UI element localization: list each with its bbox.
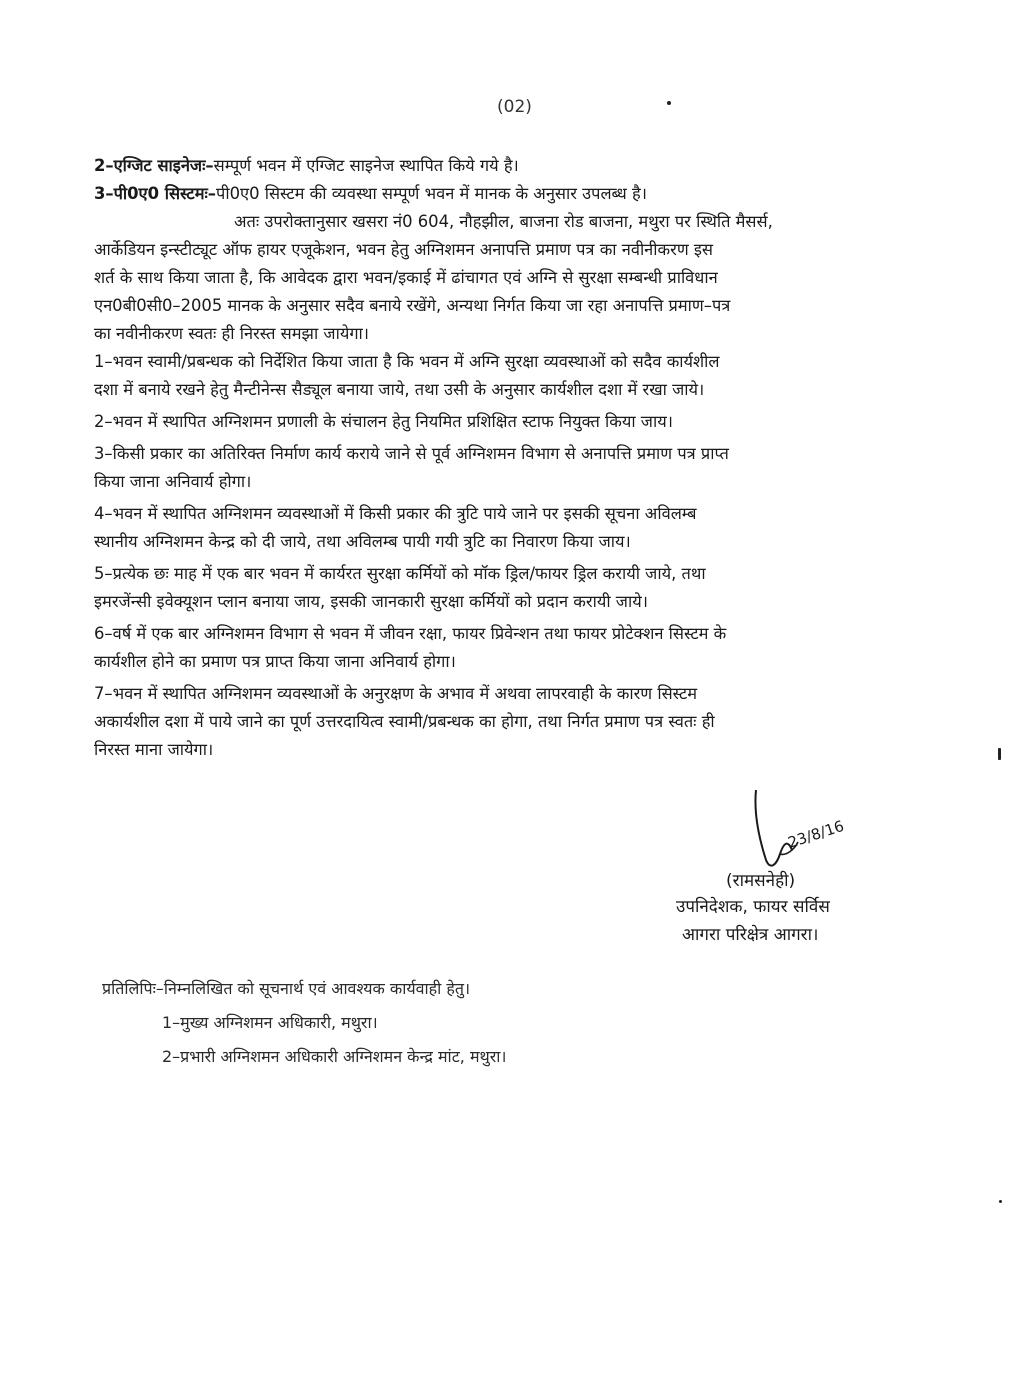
condition-line: 3–किसी प्रकार का अतिरिक्त निर्माण कार्य कराये जाने से पूर्व अग्निशमन विभाग से अनापत्ति प्रमाण पत्र प्राप्त [94, 444, 729, 463]
condition-6 [94, 620, 942, 676]
copy-recipient: 2–प्रभारी अग्निशमन अधिकारी अग्निशमन केन्द्र मांट, मथुरा। [162, 1047, 507, 1066]
paragraph-line: अतः उपरोक्तानुसार खसरा नं0 604, नौहझील, बाजना रोड बाजना, मथुरा पर स्थिति मैसर्स, [234, 212, 773, 231]
copy-recipient: 1–मुख्य अग्निशमन अधिकारी, मथुरा। [162, 1013, 378, 1032]
pa-system-text: पी0ए0 सिस्टम की व्यवस्था सम्पूर्ण भवन में मानक के अनुसार उपलब्ध है। [216, 184, 647, 203]
paragraph-line: का नवीनीकरण स्वतः ही निरस्त समझा जायेगा। [94, 324, 370, 343]
condition-line: स्थानीय अग्निशमन केन्द्र को दी जाये, तथा अविलम्ब पायी गयी त्रुटि का निवारण किया जाय। [94, 532, 631, 551]
scan-speck [667, 101, 671, 105]
paragraph-line: शर्त के साथ किया जाता है, कि आवेदक द्वारा भवन/इकाई में ढांचागत एवं अग्नि से सुरक्षा सम्बन्धी प्राविधान [94, 268, 718, 287]
condition-7 [94, 680, 942, 764]
scan-speck [999, 1200, 1002, 1203]
condition-line: 7–भवन में स्थापित अग्निशमन व्यवस्थाओं के अनुरक्षण के अभाव में अथवा लापरवाही के कारण सिस्टम [94, 684, 698, 703]
pa-system-heading: 3–पी0ए0 सिस्टमः– [94, 184, 217, 203]
pa-system-line [94, 180, 942, 208]
signatory-office: आगरा परिक्षेत्र आगरा। [682, 925, 819, 945]
copy-to-intro: प्रतिलिपिः–निम्नलिखित को सूचनार्थ एवं आवश्यक कार्यवाही हेतु। [102, 979, 471, 998]
condition-line: इमरजेंन्सी इवेक्यूशन प्लान बनाया जाय, इसकी जानकारी सुरक्षा कर्मियों को प्रदान करायी जाये। [94, 592, 648, 611]
condition-2 [94, 408, 942, 436]
condition-line: 1–भवन स्वामी/प्रबन्धक को निर्देशित किया जाता है कि भवन में अग्नि सुरक्षा व्यवस्थाओं को सदैव कार्यशील [94, 352, 720, 371]
condition-5 [94, 560, 942, 616]
copy-to-section [102, 972, 507, 1074]
signature-date: 23/8/16 [785, 816, 847, 852]
condition-line: 5–प्रत्येक छः माह में एक बार भवन में कार्यरत सुरक्षा कर्मियों को मॉक ड्रिल/फायर ड्रिल करायी जाये, तथा [94, 564, 706, 583]
page-number: (02) [497, 97, 532, 117]
condition-1 [94, 348, 942, 404]
condition-line: 4–भवन में स्थापित अग्निशमन व्यवस्थाओं में किसी प्रकार की त्रुटि पाये जाने पर इसकी सूचना अविलम्ब [94, 504, 697, 523]
exit-signage-text: सम्पूर्ण भवन में एग्जिट साइनेज स्थापित किये गये है। [213, 156, 519, 175]
condition-line: अकार्यशील दशा में पाये जाने का पूर्ण उत्तरदायित्व स्वामी/प्रबन्धक का होगा, तथा निर्गत प्रमाण पत्र स्वतः ही [94, 712, 715, 731]
scan-speck [998, 748, 1001, 760]
condition-line: 2–भवन में स्थापित अग्निशमन प्रणाली के संचालन हेतु नियमित प्रशिक्षित स्टाफ नियुक्त किया जाय। [94, 412, 673, 431]
signatory-designation: उपनिदेशक, फायर सर्विस [676, 897, 830, 917]
paragraph-line: आर्केडियन इन्स्टीट्यूट ऑफ हायर एजूकेशन, भवन हेतु अग्निशमन अनापत्ति प्रमाण पत्र का नवीनीकरण इस [94, 240, 714, 259]
condition-line: कार्यशील होने का प्रमाण पत्र प्राप्त किया जाना अनिवार्य होगा। [94, 652, 456, 671]
signatory-name: (रामसनेही) [726, 871, 796, 891]
paragraph-line: एन0बी0सी0–2005 मानक के अनुसार सदैव बनाये रखेंगे, अन्यथा निर्गत किया जा रहा अनापत्ति प्रमाण–पत्र [94, 296, 731, 315]
condition-line: 6–वर्ष में एक बार अग्निशमन विभाग से भवन में जीवन रक्षा, फायर प्रिवेन्शन तथा फायर प्रोटेक्शन सिस्टम के [94, 624, 727, 643]
letter-body [94, 152, 942, 764]
condition-line: दशा में बनाये रखने हेतु मैन्टीनेन्स सैड्यूल बनाया जाये, तथा उसी के अनुसार कार्यशील दशा में रखा जाये। [94, 380, 705, 399]
exit-signage-line [94, 152, 942, 180]
condition-4 [94, 500, 942, 556]
condition-3 [94, 440, 942, 496]
exit-signage-heading: 2–एग्जिट साइनेजः– [94, 156, 214, 175]
condition-line: किया जाना अनिवार्य होगा। [94, 472, 252, 491]
handwritten-signature [736, 780, 876, 880]
main-paragraph [94, 208, 942, 348]
condition-line: निरस्त माना जायेगा। [94, 740, 214, 759]
